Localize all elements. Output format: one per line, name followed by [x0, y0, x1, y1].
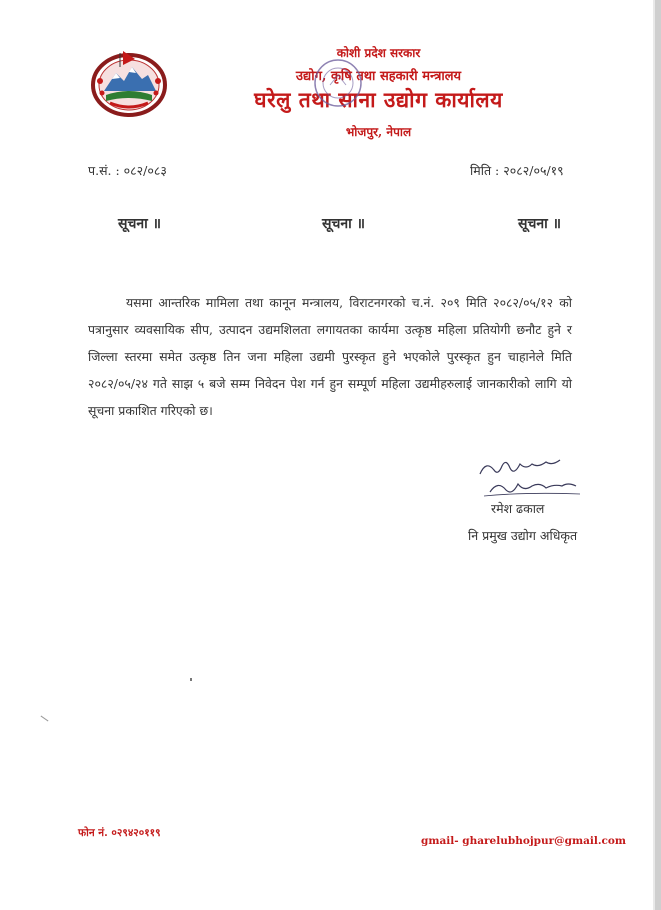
reference-number: प.सं. : ०८२/०८३ — [88, 163, 167, 178]
scan-speck — [190, 678, 192, 681]
letter-date: मिति : २०८२/०५/१९ — [470, 163, 564, 178]
ministry-name: उद्योग, कृषि तथा सहकारी मन्त्रालय — [295, 69, 462, 84]
office-name: घरेलु तथा साना उद्योग कार्यालय — [254, 87, 503, 112]
notice-heading-center: सूचना ॥ — [322, 216, 366, 232]
notice-body: यसमा आन्तरिक मामिला तथा कानून मन्त्रालय, विराटनगरको च.नं. २०९ मिति २०८२/०५/१२ को पत्रानुसार व्यवसायिक सीप, उत्पादन उद्यमशिलता लगायतका कार्यमा उत्कृष्ठ महिला प्रतियोगी छनौट हुने र जिल्ला स्तरमा समेत उत्कृष्ठ तिन जना महिला उद्यमी पुरस्कृत हुने भएकोले पुरस्कृत हुन चाहानेले मिति २०८२/०५/२४ गते साझ ५ बजे सम्म निवेदन पेश गर्न हुन सम्पूर्ण महिला उद्यमीहरुलाई जानकारीको लागि यो सूचना प्रकाशित गरिएको छ। — [88, 295, 572, 418]
government-name: कोशी प्रदेश सरकार — [336, 46, 421, 60]
signatory-name: रमेश ढकाल — [491, 501, 545, 516]
scan-mark — [41, 716, 49, 722]
footer-email: gmail- gharelubhojpur@gmail.com — [421, 835, 627, 847]
signatory-designation: नि प्रमुख उद्योग अधिकृत — [468, 528, 578, 543]
office-location: भोजपुर, नेपाल — [345, 125, 412, 139]
notice-heading-right: सूचना ॥ — [518, 216, 562, 232]
footer-phone: फोन नं. ०२९४२०११९ — [78, 827, 161, 839]
office-stamp-icon — [312, 57, 364, 109]
notice-heading-left: सूचना ॥ — [118, 216, 162, 232]
handwritten-signature — [476, 452, 586, 502]
